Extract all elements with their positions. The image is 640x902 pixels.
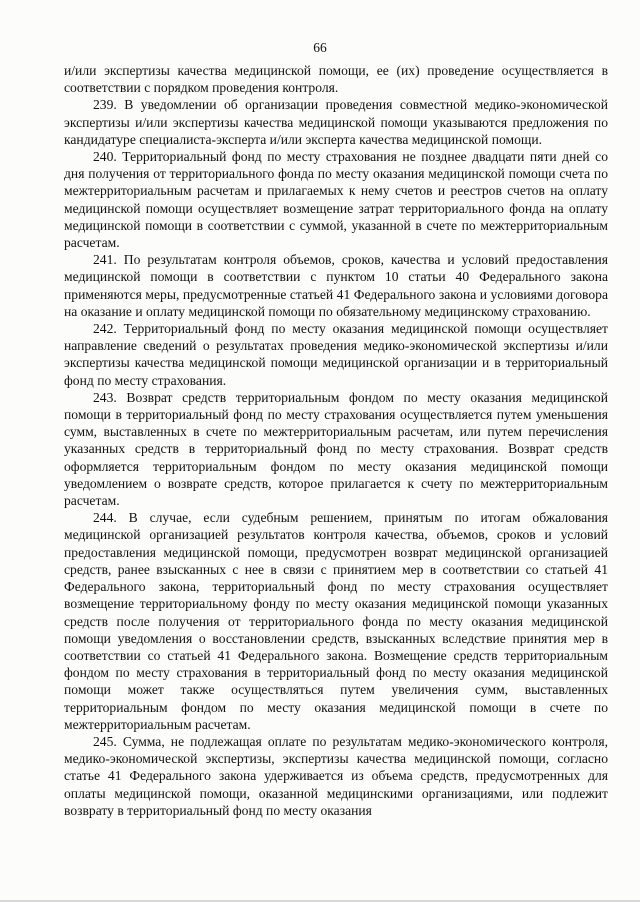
paragraph-245: 245. Сумма, не подлежащая оплате по результатам медико-экономического контроля, медико-экономической экспертизы, экспертизы качества медицинской помощи, согласно статье 41 Федерального закона удерживается из объема средств, предусмотренных для оплаты медицинской помощи, оказанной медицинскими организациями, или подлежит возврату в территориальный фонд по месту оказания <box>64 733 608 818</box>
paragraph-242: 242. Территориальный фонд по месту оказания медицинской помощи осуществляет направление сведений о результатах проведения медико-экономической экспертизы и/или экспертизы качества медицинской помощи медицинской организации и в территориальный фонд по месту страхования. <box>64 321 608 388</box>
paragraph-244: 244. В случае, если судебным решением, принятым по итогам обжалования медицинской организацией результатов контроля качества, объемов, сроков и условий предоставления медицинской помощи, предусмотрен возврат медицинской организацией средств, ранее взысканных с нее в связи с принятием мер в соответствии со статьей 41 Федерального закона, территориальный фонд по месту страхования осуществляет возмещение территориальному фонду по месту оказания медицинской помощи указанных средств после получения от территориального фонда по месту оказания медицинской помощи уведомления о восстановлении средств, взысканных вследствие принятия мер в соответствии со статьей 41 Федерального закона. Возмещение средств территориальным фондом по месту страхования в территориальный фонд по месту оказания медицинской помощи может также осуществляться путем увеличения сумм, выставленных территориальным фондом по месту оказания медицинской помощи в счете по межтерриториальным расчетам. <box>64 510 608 732</box>
paragraph-239: 239. В уведомлении об организации проведения совместной медико-экономической экспертизы и/или экспертизы качества медицинской помощи указываются предложения по кандидатуре специалиста-эксперта и/или эксперта качества медицинской помощи. <box>64 97 608 147</box>
document-body <box>64 62 608 819</box>
paragraph-241: 241. По результатам контроля объемов, сроков, качества и условий предоставления медицинской помощи в соответствии с пунктом 10 статьи 40 Федерального закона применяются меры, предусмотренные статьей 41 Федерального закона и условиями договора на оказание и оплату медицинской помощи по обязательному медицинскому страхованию. <box>64 252 608 319</box>
paragraph-240: 240. Территориальный фонд по месту страхования не позднее двадцати пяти дней со дня получения от территориального фонда по месту оказания медицинской помощи счета по межтерриториальным расчетам и прилагаемых к нему счетов и реестров счетов на оплату медицинской помощи осуществляет возмещение затрат территориального фонда на оплату медицинской помощи в соответствии с суммой, указанной в счете по межтерриториальным расчетам. <box>64 149 608 251</box>
paragraph-243: 243. Возврат средств территориальным фондом по месту оказания медицинской помощи в территориальный фонд по месту страхования осуществляется путем уменьшения сумм, выставленных в счете по межтерриториальным расчетам, или путем перечисления указанных средств в территориальный фонд по месту страхования. Возврат средств оформляется территориальным фондом по месту оказания медицинской помощи уведомлением о возврате средств, которое прилагается к счету по межтерриториальным расчетам. <box>64 389 608 509</box>
page-number: 66 <box>313 40 327 55</box>
paragraph-continuation: и/или экспертизы качества медицинской помощи, ее (их) проведение осуществляется в соответствии с порядком проведения контроля. <box>64 63 608 96</box>
